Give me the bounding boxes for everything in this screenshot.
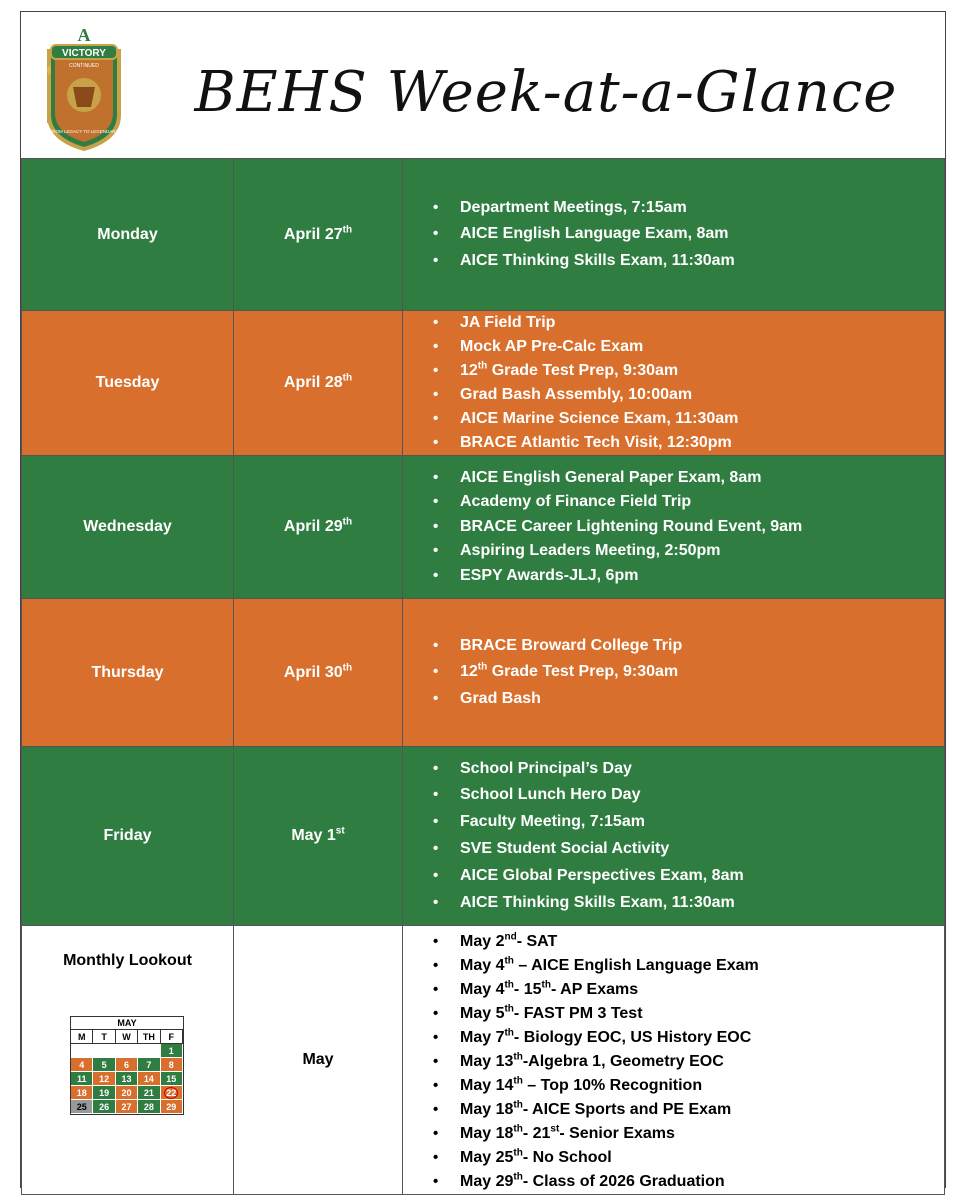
event-item: • JA Field Trip	[460, 311, 944, 335]
event-item: • AICE Thinking Skills Exam, 11:30am	[460, 890, 944, 917]
event-item: • Mock AP Pre-Calc Exam	[460, 335, 944, 359]
day-name: Monday	[22, 159, 234, 311]
monthly-event-item: • May 4th – AICE English Language Exam	[460, 954, 944, 978]
day-date: April 27th	[234, 159, 403, 311]
calendar-day-cell: 21	[138, 1086, 160, 1100]
calendar-day-cell: 19	[93, 1086, 115, 1100]
calendar-day-cell: 27	[116, 1100, 138, 1114]
week-at-a-glance-document	[20, 11, 946, 1188]
calendar-day-cell: 13	[116, 1072, 138, 1086]
calendar-weekday-header: W	[116, 1030, 138, 1044]
day-date: April 29th	[234, 456, 403, 599]
calendar-day-cell: 7	[138, 1058, 160, 1072]
monthly-event-item: • May 18th- AICE Sports and PE Exam	[460, 1098, 944, 1122]
calendar-day-cell: 20	[116, 1086, 138, 1100]
event-item: • Grad Bash Assembly, 10:00am	[460, 383, 944, 407]
event-item: • AICE Global Perspectives Exam, 8am	[460, 863, 944, 890]
day-events-cell	[403, 159, 945, 311]
calendar-day-cell: 12	[93, 1072, 115, 1086]
calendar-day-cell: 6	[116, 1058, 138, 1072]
monthly-events-list	[403, 930, 944, 1194]
calendar-day-cell	[93, 1044, 115, 1058]
calendar-day-cell: 14	[138, 1072, 160, 1086]
events-list	[403, 466, 944, 589]
day-date: May 1st	[234, 747, 403, 926]
calendar-day-cell: 29	[161, 1100, 183, 1114]
monthly-event-item: • May 7th- Biology EOC, US History EOC	[460, 1026, 944, 1050]
school-crest-logo	[41, 23, 127, 151]
calendar-day-cell: 11	[71, 1072, 93, 1086]
calendar-day-cell: 8	[161, 1058, 183, 1072]
day-name: Wednesday	[22, 456, 234, 599]
calendar-day-cell: 1	[161, 1044, 183, 1058]
svg-text:CONTINUED: CONTINUED	[69, 63, 99, 69]
event-item: • 12th Grade Test Prep, 9:30am	[460, 359, 944, 383]
monthly-events-cell	[403, 926, 945, 1195]
event-item: • BRACE Broward College Trip	[460, 633, 944, 660]
event-item: • Faculty Meeting, 7:15am	[460, 809, 944, 836]
calendar-day-cell: 18	[71, 1086, 93, 1100]
mini-calendar-title: MAY	[71, 1017, 183, 1030]
header	[21, 12, 945, 158]
day-events-cell	[403, 599, 945, 747]
day-row-tuesday	[22, 311, 945, 456]
event-item: • ESPY Awards-JLJ, 6pm	[460, 564, 944, 589]
monthly-event-item: • May 13th-Algebra 1, Geometry EOC	[460, 1050, 944, 1074]
day-row-wednesday	[22, 456, 945, 599]
calendar-weekday-header: F	[161, 1030, 183, 1044]
page-title: BEHS Week-at-a-Glance	[194, 60, 898, 125]
day-row-thursday	[22, 599, 945, 747]
calendar-day-cell	[116, 1044, 138, 1058]
calendar-weekday-header: M	[71, 1030, 93, 1044]
event-item: • Aspiring Leaders Meeting, 2:50pm	[460, 539, 944, 564]
calendar-day-cell: 15	[161, 1072, 183, 1086]
event-item: • Department Meetings, 7:15am	[460, 195, 944, 222]
event-item: • AICE Marine Science Exam, 11:30am	[460, 407, 944, 431]
event-item: • SVE Student Social Activity	[460, 836, 944, 863]
monthly-event-item: • May 5th- FAST PM 3 Test	[460, 1002, 944, 1026]
monthly-event-item: • May 25th- No School	[460, 1146, 944, 1170]
mini-calendar	[70, 1016, 184, 1115]
day-events-cell	[403, 747, 945, 926]
day-date: April 28th	[234, 311, 403, 456]
day-row-friday	[22, 747, 945, 926]
monthly-lookout-label: Monthly Lookout	[63, 952, 192, 969]
svg-text:A: A	[77, 25, 91, 45]
day-row-monday	[22, 159, 945, 311]
calendar-day-cell: 25	[71, 1100, 93, 1114]
event-item: • BRACE Atlantic Tech Visit, 12:30pm	[460, 431, 944, 455]
monthly-event-item: • May 18th- 21st- Senior Exams	[460, 1122, 944, 1146]
month-cell: May	[234, 926, 403, 1195]
calendar-weekday-header: TH	[138, 1030, 160, 1044]
svg-text:VICTORY: VICTORY	[62, 48, 106, 59]
event-item: • AICE English General Paper Exam, 8am	[460, 466, 944, 491]
day-name: Thursday	[22, 599, 234, 747]
event-item: • AICE Thinking Skills Exam, 11:30am	[460, 248, 944, 275]
monthly-lookout-row	[22, 926, 945, 1195]
calendar-day-cell: 4	[71, 1058, 93, 1072]
monthly-event-item: • May 14th – Top 10% Recognition	[460, 1074, 944, 1098]
day-events-cell	[403, 456, 945, 599]
monthly-lookout-cell	[22, 926, 234, 1195]
monthly-event-item: • May 4th- 15th- AP Exams	[460, 978, 944, 1002]
monthly-event-item: • May 2nd- SAT	[460, 930, 944, 954]
events-list	[403, 311, 944, 455]
event-item: • School Principal’s Day	[460, 756, 944, 783]
event-item: • 12th Grade Test Prep, 9:30am	[460, 659, 944, 686]
events-list	[403, 633, 944, 713]
event-item: • Academy of Finance Field Trip	[460, 490, 944, 515]
events-list	[403, 756, 944, 917]
day-events-cell	[403, 311, 945, 456]
schedule-table	[21, 158, 945, 1195]
event-item: • School Lunch Hero Day	[460, 782, 944, 809]
day-name: Friday	[22, 747, 234, 926]
event-item: • Grad Bash	[460, 686, 944, 713]
calendar-day-cell: 28	[138, 1100, 160, 1114]
calendar-day-cell: 22	[161, 1086, 183, 1100]
calendar-day-cell	[71, 1044, 93, 1058]
calendar-day-cell: 5	[93, 1058, 115, 1072]
events-list	[403, 195, 944, 275]
event-item: • BRACE Career Lightening Round Event, 9am	[460, 515, 944, 540]
day-date: April 30th	[234, 599, 403, 747]
mini-calendar-grid	[71, 1030, 183, 1114]
calendar-day-cell: 26	[93, 1100, 115, 1114]
event-item: • AICE English Language Exam, 8am	[460, 221, 944, 248]
svg-text:FROM LEGACY TO LEGENDARY: FROM LEGACY TO LEGENDARY	[49, 129, 119, 134]
monthly-event-item: • May 29th- Class of 2026 Graduation	[460, 1170, 944, 1194]
calendar-day-cell	[138, 1044, 160, 1058]
calendar-weekday-header: T	[93, 1030, 115, 1044]
day-name: Tuesday	[22, 311, 234, 456]
